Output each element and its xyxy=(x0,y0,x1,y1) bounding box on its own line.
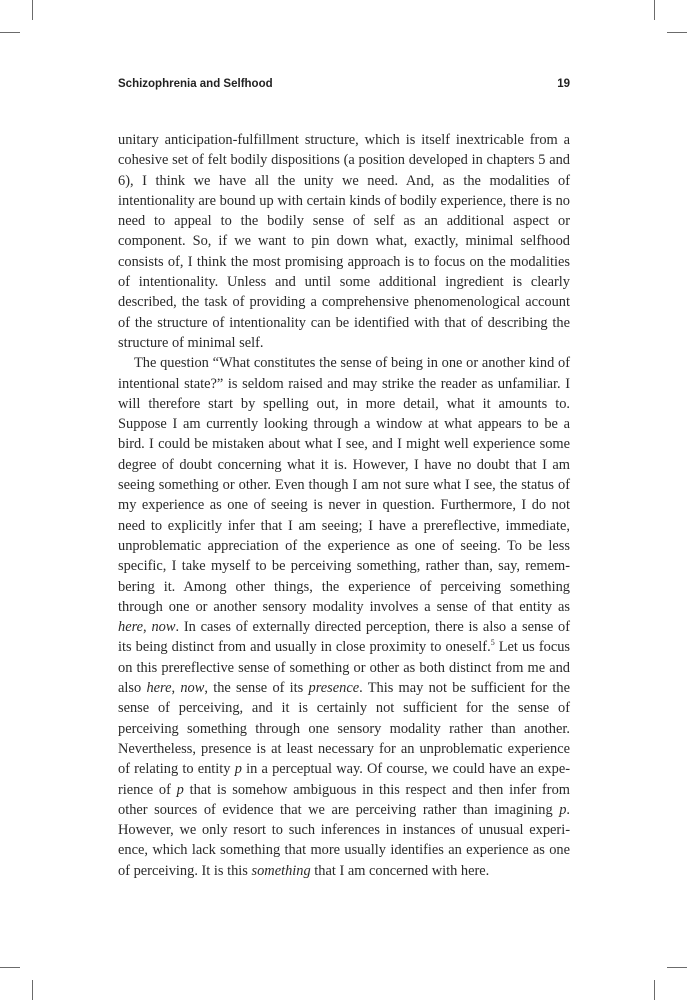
running-title: Schizophrenia and Selfhood xyxy=(118,78,273,90)
body-text xyxy=(118,130,570,881)
text-run: . In cases of externally directed perception, there is also a sense of its being distinct from and usually in close proximity to oneself. xyxy=(118,619,570,656)
italic-text: here xyxy=(118,619,144,636)
paragraph xyxy=(118,353,570,881)
text-run: that is somehow ambiguous in this respect and then infer from other sources of evidence that we are perceiving rather than imagining xyxy=(118,781,570,818)
crop-mark-top-left xyxy=(32,0,33,20)
footnote-marker: 5 xyxy=(490,638,495,648)
text-run: unitary anticipation-fulfillment structure, which is itself inextricable from a cohesive set of felt bodily dispositions (a position developed in chapters 5 and 6), I think we have all the unity we need. And, as the modalities of intentionality are bound up with certain kinds of bodily experience, there is no need to appeal to the bodily sense of self as an additional aspect or component. So, if we want to pin down what, exactly, minimal selfhood consists of, I think the most promising approach is to focus on the modalities of intentionality. Unless and until some additional ingredient is clearly described, the task of providing a comprehensive phenomenological account of the structure of intentionality can be identified with that of describing the structure of minimal self. xyxy=(118,132,570,351)
text-run: . This may not be sufficient for the sense of perceiving, and it is certainly not sufficient for the sense of perceiving something through one sensory modality rather than another. Nevertheless, presence is at least necessary for an unproblematic experience of relating to entity xyxy=(118,680,571,778)
crop-mark-top-right xyxy=(667,32,687,33)
page-number: 19 xyxy=(557,78,570,90)
crop-mark-bottom-left xyxy=(0,967,20,968)
italic-text: here xyxy=(146,680,172,697)
text-run: that I am concerned with here. xyxy=(310,862,490,879)
italic-text: something xyxy=(251,862,311,879)
italic-text: p xyxy=(176,781,184,798)
text-run: in a perceptual way. Of course, we could have an experience of xyxy=(118,761,570,798)
text-run: , xyxy=(143,619,152,636)
crop-mark-top-left xyxy=(0,32,20,33)
text-run: Let us focus on this prereflective sense of something or other as both distinct from me and also xyxy=(118,639,570,697)
text-run: The question “What constitutes the sense of being in one or another kind of intentional state?” is seldom raised and may strike the reader as unfamiliar. I will therefore start by spelling out, in more detail, what it amounts to. Suppose I am currently looking through a window at what appears to be a bird. I could be mistaken about what I see, and I might well experience some degree of doubt concerning what it is. However, I have no doubt that I am seeing something or other. Even though I am not sure what I see, the status of my experience as one of seeing is never in question. Furthermore, I do not need to explicitly infer that I am seeing; I have a prereflective, immediate, unproblematic appreciation of the experience as one of seeing. To be less specific, I take myself to be perceiving something, rather than, say, remembering it. Among other things, the experience of perceiving something through one or another sensory modality involves a sense of that entity as xyxy=(118,355,570,615)
italic-text: presence xyxy=(308,680,360,697)
italic-text: p xyxy=(559,801,567,818)
paragraph xyxy=(118,130,570,353)
text-run: , xyxy=(171,680,181,697)
crop-mark-bottom-right xyxy=(667,967,687,968)
text-run: . However, we only resort to such inferences in instances of unusual experience, which lack something that more usually identifies an experience as one of perceiving. It is this xyxy=(118,801,570,879)
text-run: , the sense of its xyxy=(204,680,309,697)
italic-text: p xyxy=(234,761,242,778)
crop-mark-bottom-left xyxy=(32,980,33,1000)
italic-text: now xyxy=(180,680,205,697)
crop-mark-bottom-right xyxy=(654,980,655,1000)
italic-text: now xyxy=(151,619,176,636)
running-header xyxy=(118,78,570,90)
crop-mark-top-right xyxy=(654,0,655,20)
